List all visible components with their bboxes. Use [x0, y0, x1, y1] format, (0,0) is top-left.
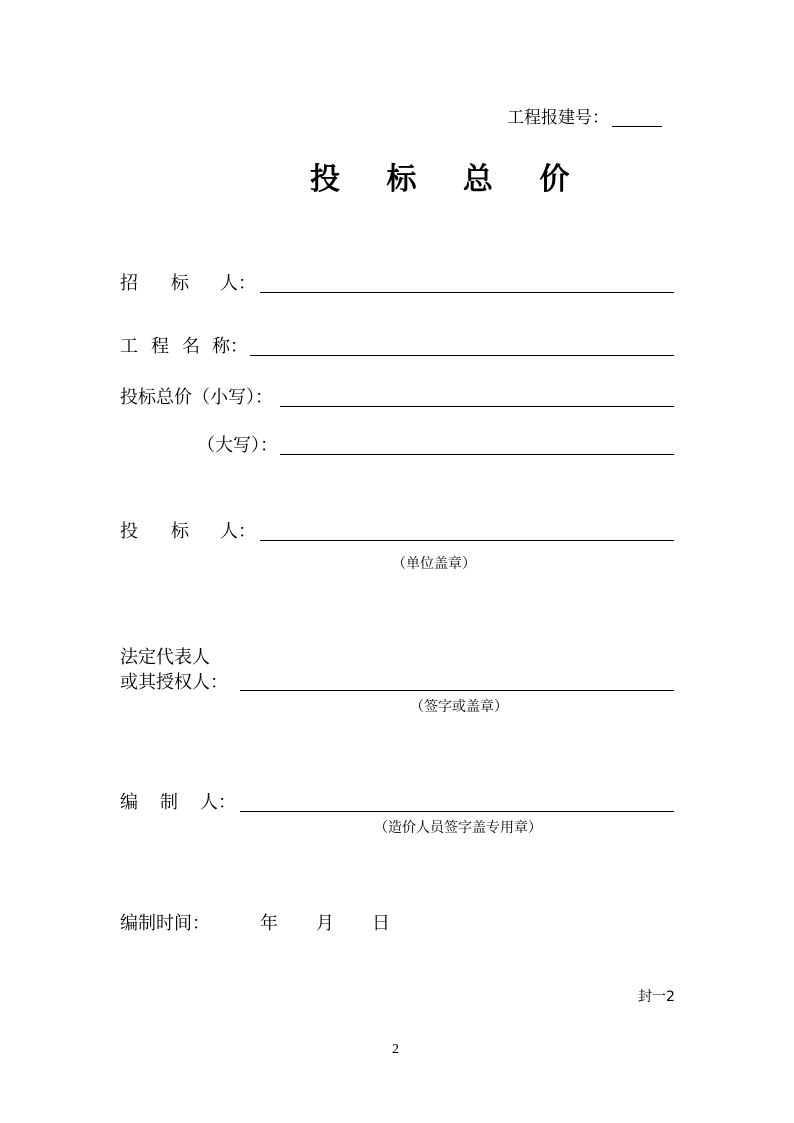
page-title: 投 标 总 价 — [310, 162, 588, 197]
tenderee-label: 招 — [120, 273, 138, 294]
bidder-label-1: 投 — [120, 521, 138, 542]
project-name-label-4: 称： — [212, 336, 248, 357]
compiler-label-2: 制 — [160, 792, 178, 813]
compiler-label-3: 人： — [200, 792, 236, 813]
legal-rep-label-line2: 或其授权人： — [120, 672, 228, 693]
bidder-label-2: 标 — [171, 521, 189, 542]
cover-number: 封一2 — [638, 989, 675, 1005]
tenderee-label-3: 人： — [220, 273, 256, 294]
project-ref-label: 工程报建号： — [507, 108, 609, 128]
bidder-label-3: 人： — [220, 521, 256, 542]
compiler-note: （造价人员签字盖专用章） — [374, 820, 542, 836]
project-name-label-1: 工 — [120, 336, 138, 357]
total-large-line — [280, 454, 674, 455]
page-number: 2 — [392, 1042, 399, 1057]
project-ref-line — [612, 126, 662, 127]
compile-time-day: 日 — [372, 913, 390, 934]
bidder-line — [260, 540, 674, 541]
compile-time-year: 年 — [260, 913, 278, 934]
legal-rep-label-line1: 法定代表人 — [120, 647, 210, 668]
legal-rep-line — [240, 690, 674, 691]
compiler-label-1: 编 — [120, 792, 138, 813]
compile-time-month: 月 — [316, 913, 334, 934]
total-small-label: 投标总价（小写）： — [120, 387, 273, 408]
tenderee-line — [260, 292, 674, 293]
total-large-label: （大写）： — [197, 435, 278, 456]
project-name-line — [250, 355, 674, 356]
total-small-line — [280, 406, 674, 407]
project-name-label-3: 名 — [182, 336, 200, 357]
bidder-note: （单位盖章） — [392, 556, 476, 572]
tenderee-label-2: 标 — [171, 273, 189, 294]
legal-rep-note: （签字或盖章） — [410, 699, 508, 715]
compiler-line — [240, 811, 674, 812]
compile-time-label: 编制时间： — [120, 913, 210, 934]
project-name-label-2: 程 — [151, 336, 169, 357]
